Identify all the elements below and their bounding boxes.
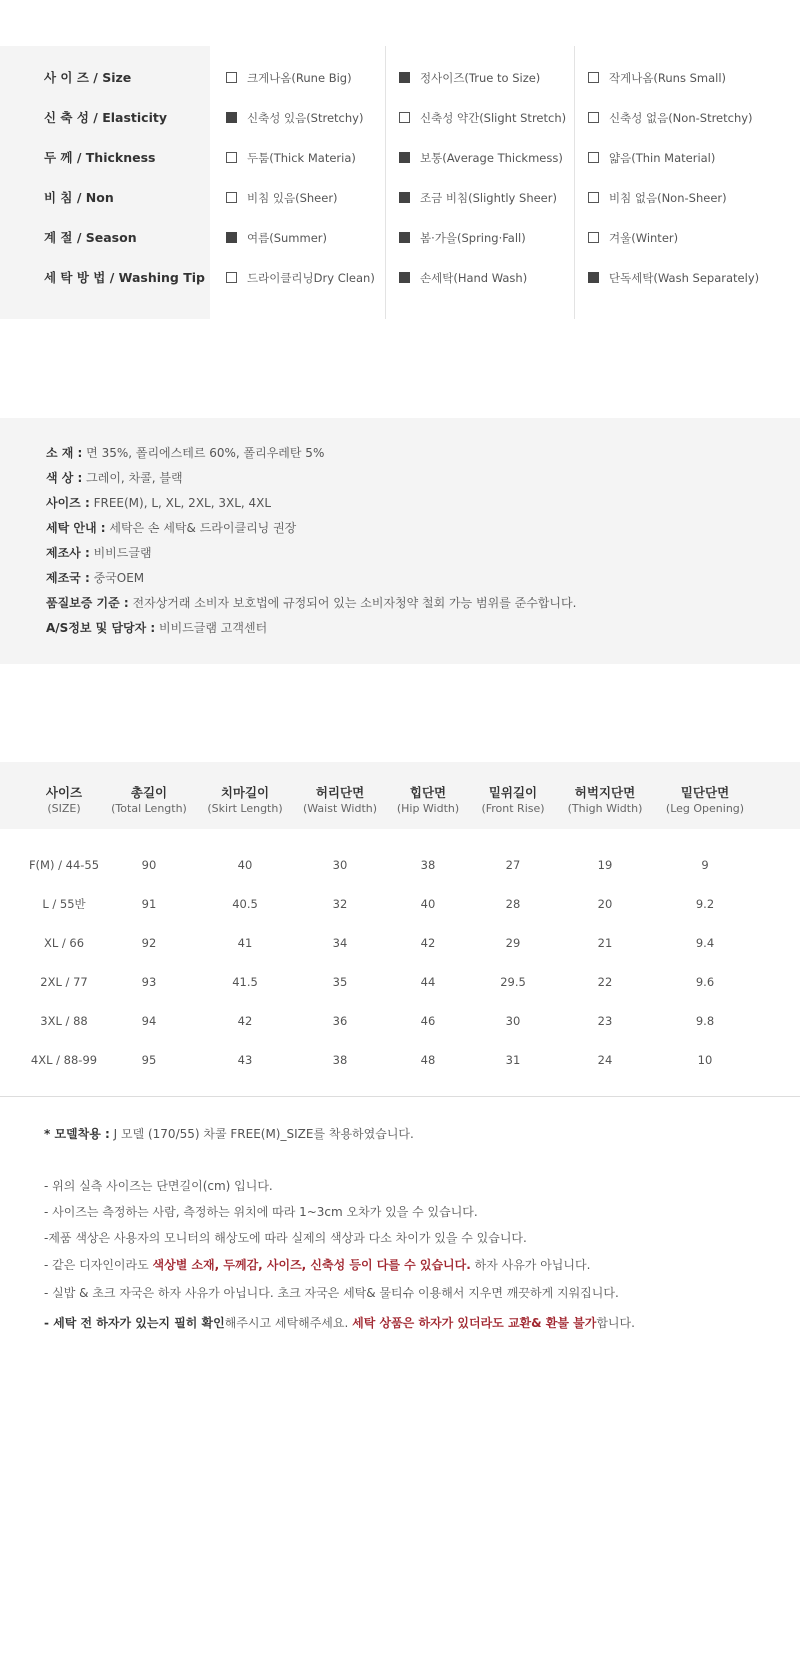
info-value: 세탁은 손 세탁& 드라이클리닝 권장: [105, 521, 297, 535]
feature-option-label: 얇음(Thin Material): [609, 151, 716, 165]
measurement-cell: 36: [332, 1014, 348, 1028]
header-korean: 밑위길이: [488, 785, 538, 800]
measurement-cell: 41: [237, 936, 253, 950]
measurement-cell: 95: [141, 1053, 157, 1067]
measurement-cell: 28: [505, 897, 521, 911]
feature-row: [0, 218, 800, 258]
note-text: 하자 사유가 아닙니다.: [470, 1258, 591, 1272]
header-english: (Skirt Length): [207, 802, 283, 815]
note-text: 합니다.: [596, 1316, 635, 1330]
feature-label: 세 탁 방 법 / Washing Tip: [44, 270, 205, 285]
info-key: 소 재 :: [46, 446, 83, 460]
feature-label: 신 축 성 / Elasticity: [44, 110, 167, 125]
header-korean: 사이즈: [45, 785, 83, 800]
empty-box-icon: [588, 152, 599, 163]
measurement-cell: 9: [701, 858, 709, 872]
measurement-cell: 42: [237, 1014, 253, 1028]
header-english: (Waist Width): [302, 802, 378, 815]
note-line: [44, 1314, 635, 1332]
checked-box-icon: [399, 152, 410, 163]
product-feature-table: [0, 46, 800, 319]
measurement-cell: 24: [597, 1053, 613, 1067]
measurement-cell: 41.5: [232, 975, 258, 989]
model-note: [44, 1125, 414, 1143]
feature-option-label: 크게나옴(Rune Big): [247, 71, 352, 85]
feature-option-label: 손세탁(Hand Wash): [420, 271, 528, 285]
info-key: 색 상 :: [46, 471, 83, 485]
measurement-cell: 90: [141, 858, 157, 872]
feature-option-label: 보통(Average Thickmess): [420, 151, 563, 165]
measurement-cell: 9.6: [695, 975, 715, 989]
measurement-cell: 9.2: [695, 897, 715, 911]
feature-option: [399, 218, 526, 258]
size-name-cell: 3XL / 88: [40, 1014, 88, 1028]
size-column-header: [46, 784, 82, 817]
info-key: 세탁 안내 :: [46, 521, 106, 535]
empty-box-icon: [226, 272, 237, 283]
info-value: 면 35%, 폴리에스테르 60%, 폴리우레탄 5%: [82, 446, 325, 460]
info-row: [46, 568, 144, 588]
measurement-cell: 40.5: [232, 897, 258, 911]
measurement-cell: 22: [597, 975, 613, 989]
info-row: [46, 593, 576, 613]
feature-row: [0, 178, 800, 218]
header-english: (Front Rise): [481, 802, 545, 815]
table-row: [0, 972, 800, 992]
empty-box-icon: [588, 72, 599, 83]
size-table-divider: [0, 1096, 800, 1097]
feature-row: [0, 58, 800, 98]
size-column-header: [568, 784, 643, 817]
size-column-header: [397, 784, 459, 817]
info-row: [46, 468, 183, 488]
table-row: [0, 894, 800, 914]
measurement-cell: 9.8: [695, 1014, 715, 1028]
measurement-cell: 30: [505, 1014, 521, 1028]
checked-box-icon: [399, 72, 410, 83]
measurement-cell: 20: [597, 897, 613, 911]
header-english: (Leg Opening): [665, 802, 745, 815]
feature-label: 두 께 / Thickness: [44, 150, 156, 165]
header-english: (Hip Width): [396, 802, 460, 815]
info-key: 사이즈 :: [46, 496, 90, 510]
size-name-cell: 4XL / 88-99: [30, 1053, 98, 1067]
info-key: 제조사 :: [46, 546, 90, 560]
measurement-cell: 10: [697, 1053, 713, 1067]
feature-row: [0, 258, 800, 298]
feature-option-label: 봄·가을(Spring·Fall): [420, 231, 526, 245]
feature-option: [226, 138, 356, 178]
size-column-header: [303, 784, 377, 817]
feature-option: [588, 258, 759, 298]
size-column-header: [207, 784, 282, 817]
feature-option: [588, 218, 678, 258]
measurement-cell: 93: [141, 975, 157, 989]
feature-option: [226, 98, 363, 138]
measurement-cell: 9.4: [695, 936, 715, 950]
info-value: 중국OEM: [89, 571, 145, 585]
note-text: - 같은 디자인이라도: [44, 1258, 153, 1272]
note-line: - 사이즈는 측정하는 사람, 측정하는 위치에 따라 1~3cm 오차가 있을 수 있습니다.: [44, 1205, 478, 1219]
feature-option-label: 두툼(Thick Materia): [247, 151, 356, 165]
feature-option: [588, 58, 726, 98]
feature-option-label: 드라이클리닝Dry Clean): [247, 271, 375, 285]
header-korean: 밑단단면: [680, 785, 730, 800]
feature-option: [399, 98, 566, 138]
header-english: (SIZE): [47, 802, 81, 815]
feature-option-label: 정사이즈(True to Size): [420, 71, 541, 85]
note-highlight: 색상별 소재, 두께감, 사이즈, 신축성 등이 다를 수 있습니다.: [152, 1258, 471, 1272]
measurement-cell: 46: [420, 1014, 436, 1028]
product-info-section: [0, 418, 800, 664]
size-name-cell: XL / 66: [43, 936, 85, 950]
info-key: 품질보증 기준 :: [46, 596, 129, 610]
info-row: [46, 618, 267, 638]
feature-row: [0, 98, 800, 138]
feature-option: [588, 98, 753, 138]
feature-option-label: 신축성 약간(Slight Stretch): [420, 111, 567, 125]
checked-box-icon: [399, 192, 410, 203]
checked-box-icon: [399, 272, 410, 283]
measurement-cell: 19: [597, 858, 613, 872]
feature-option-label: 단독세탁(Wash Separately): [609, 271, 760, 285]
empty-box-icon: [399, 112, 410, 123]
header-korean: 허벅지단면: [574, 785, 636, 800]
table-row: [0, 1011, 800, 1031]
feature-option: [399, 138, 563, 178]
info-value: 비비드글램 고객센터: [155, 621, 268, 635]
feature-option-label: 신축성 있음(Stretchy): [247, 111, 364, 125]
measurement-cell: 92: [141, 936, 157, 950]
info-key: A/S정보 및 담당자 :: [46, 621, 156, 635]
size-name-cell: 2XL / 77: [40, 975, 88, 989]
checked-box-icon: [226, 232, 237, 243]
empty-box-icon: [588, 232, 599, 243]
empty-box-icon: [588, 112, 599, 123]
feature-option: [226, 178, 338, 218]
model-note-key: * 모델착용 :: [44, 1127, 110, 1141]
measurement-cell: 35: [332, 975, 348, 989]
measurement-cell: 27: [505, 858, 521, 872]
header-korean: 허리단면: [315, 785, 365, 800]
size-column-header: [481, 784, 544, 817]
feature-label: 사 이 즈 / Size: [44, 70, 132, 85]
header-korean: 힙단면: [409, 785, 447, 800]
feature-option: [226, 218, 327, 258]
feature-option: [399, 178, 557, 218]
info-value: FREE(M), L, XL, 2XL, 3XL, 4XL: [89, 496, 272, 510]
header-korean: 총길이: [130, 785, 168, 800]
feature-option: [226, 258, 375, 298]
measurement-cell: 40: [237, 858, 253, 872]
measurement-cell: 29: [505, 936, 521, 950]
measurement-cell: 38: [332, 1053, 348, 1067]
feature-option: [588, 138, 715, 178]
note-highlight: 세탁 상품은 하자가 있더라도 교환& 환불 불가: [352, 1316, 597, 1330]
info-row: [46, 493, 271, 513]
feature-option-label: 신축성 없음(Non-Stretchy): [609, 111, 753, 125]
measurement-cell: 34: [332, 936, 348, 950]
note-text: 해주시고 세탁해주세요.: [224, 1316, 349, 1330]
size-column-header: [666, 784, 744, 817]
table-row: [0, 1050, 800, 1070]
note-bold: - 세탁 전 하자가 있는지 필히 확인: [44, 1316, 225, 1330]
feature-label: 비 침 / Non: [44, 190, 114, 205]
info-value: 비비드글램: [89, 546, 152, 560]
measurement-cell: 40: [420, 897, 436, 911]
checked-box-icon: [399, 232, 410, 243]
measurement-cell: 32: [332, 897, 348, 911]
empty-box-icon: [588, 192, 599, 203]
measurement-cell: 29.5: [500, 975, 526, 989]
empty-box-icon: [226, 192, 237, 203]
feature-option: [226, 58, 352, 98]
measurement-cell: 30: [332, 858, 348, 872]
feature-option: [399, 58, 540, 98]
feature-option: [588, 178, 727, 218]
feature-option-label: 비침 없음(Non-Sheer): [609, 191, 727, 205]
empty-box-icon: [226, 72, 237, 83]
measurement-cell: 43: [237, 1053, 253, 1067]
checked-box-icon: [588, 272, 599, 283]
measurement-cell: 48: [420, 1053, 436, 1067]
feature-option-label: 작게나옴(Runs Small): [609, 71, 727, 85]
size-name-cell: F(M) / 44-55: [28, 858, 100, 872]
header-korean: 치마길이: [220, 785, 270, 800]
measurement-cell: 38: [420, 858, 436, 872]
feature-option-label: 조금 비침(Slightly Sheer): [420, 191, 557, 205]
header-english: (Total Length): [111, 802, 187, 815]
size-name-cell: L / 55반: [42, 897, 86, 911]
table-row: [0, 933, 800, 953]
feature-option: [399, 258, 527, 298]
feature-option-label: 비침 있음(Sheer): [247, 191, 338, 205]
info-key: 제조국 :: [46, 571, 90, 585]
checked-box-icon: [226, 112, 237, 123]
measurement-cell: 91: [141, 897, 157, 911]
table-row: [0, 855, 800, 875]
note-line: - 위의 실측 사이즈는 단면길이(cm) 입니다.: [44, 1179, 273, 1193]
measurement-cell: 21: [597, 936, 613, 950]
info-row: [46, 443, 324, 463]
note-line: -제품 색상은 사용자의 모니터의 해상도에 따라 실제의 색상과 다소 차이가 있을 수 있습니다.: [44, 1231, 527, 1245]
measurement-cell: 23: [597, 1014, 613, 1028]
feature-label: 계 절 / Season: [44, 230, 137, 245]
note-line: - 실밥 & 초크 자국은 하자 사유가 아닙니다. 초크 자국은 세탁& 물티슈 이용해서 지우면 깨끗하게 지워집니다.: [44, 1286, 619, 1300]
measurement-cell: 94: [141, 1014, 157, 1028]
header-english: (Thigh Width): [567, 802, 643, 815]
note-line: [44, 1256, 590, 1274]
feature-option-label: 여름(Summer): [247, 231, 327, 245]
info-value: 전자상거래 소비자 보호법에 규정되어 있는 소비자청약 철회 가능 범위를 준수합니다.: [128, 596, 577, 610]
info-value: 그레이, 차콜, 블랙: [82, 471, 183, 485]
model-note-text: J 모델 (170/55) 차콜 FREE(M)_SIZE를 착용하였습니다.: [109, 1127, 414, 1141]
info-row: [46, 543, 152, 563]
info-row: [46, 518, 296, 538]
size-column-header: [111, 784, 187, 817]
feature-row: [0, 138, 800, 178]
measurement-cell: 42: [420, 936, 436, 950]
empty-box-icon: [226, 152, 237, 163]
size-table-header: [0, 762, 800, 829]
measurement-cell: 44: [420, 975, 436, 989]
feature-option-label: 겨울(Winter): [609, 231, 679, 245]
measurement-cell: 31: [505, 1053, 521, 1067]
